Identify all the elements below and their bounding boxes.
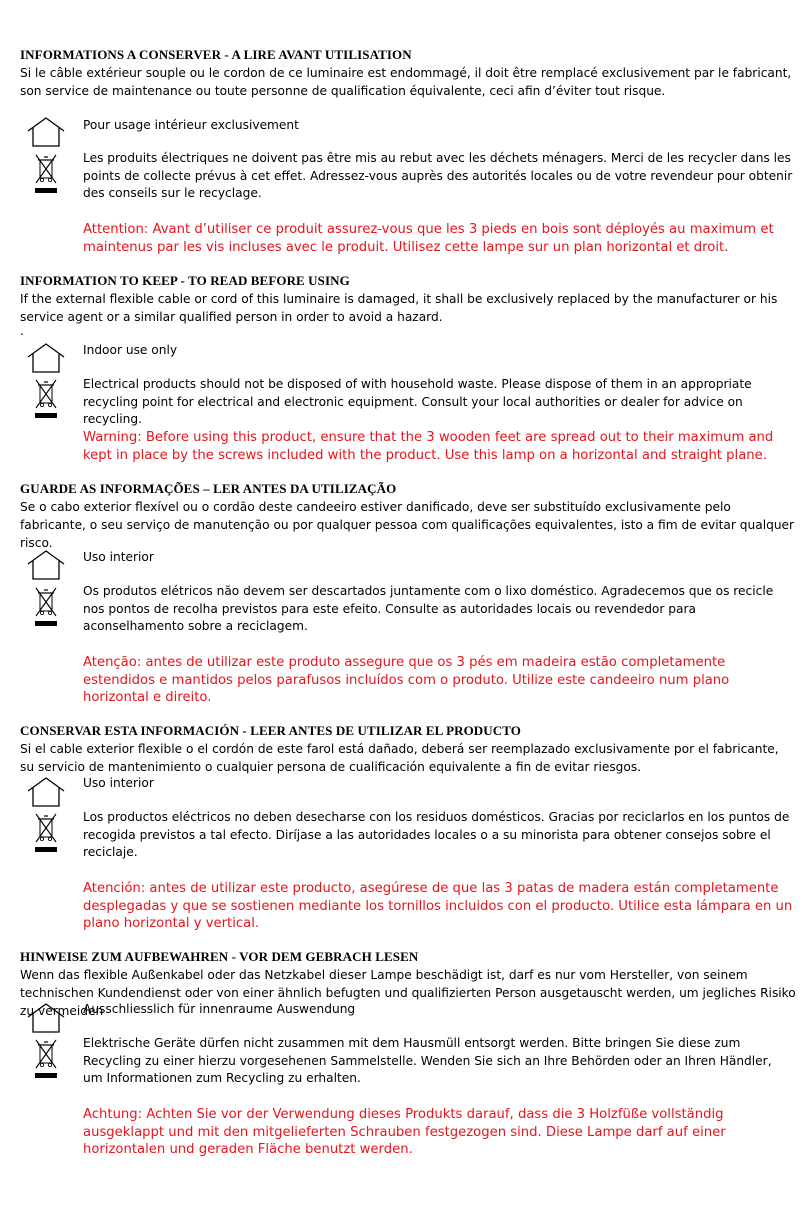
warning-text-fr: Attention: Avant d’utiliser ce produit assurez-vous que les 3 pieds en bois sont déployés au maximum et maintenus par les vis incluses avec le produit. Utilisez cette lampe sur un plan horizontal et droit. — [83, 222, 774, 255]
house-icon — [26, 1002, 66, 1034]
crossed-out-bin-icon — [34, 1037, 58, 1081]
house-icon — [26, 342, 66, 374]
recycling-text-de: Elektrische Geräte dürfen nicht zusammen mit dem Hausmüll entsorgt werden. Bitte bringen Sie diese zum Recycling zu einer hierzu vorgesehenen Sammelstelle. Wenden Sie sich an Ihre Behörden oder an Ihren Händler, um Informationen zum Recycling zu erhalten. — [83, 1036, 772, 1085]
crossed-out-bin-icon — [34, 585, 58, 629]
house-icon — [26, 549, 66, 581]
section-heading-fr: INFORMATIONS A CONSERVER - A LIRE AVANT UTILISATION — [20, 47, 412, 62]
indoor-use-text-es: Uso interior — [83, 776, 154, 790]
warning-text-de: Achtung: Achten Sie vor der Verwendung dieses Produkts darauf, dass die 3 Holzfüße vollständig ausgeklappt und mit den mitgelieferten Schrauben festgezogen sind. Diese Lampe darf auf einer horizontalen und geraden Fläche benutzt werden. — [83, 1107, 726, 1157]
section-intro-en: If the external flexible cable or cord of this luminaire is damaged, it shall be exclusively replaced by the manufacturer or his service agent or a similar qualified person in order to avoid a hazard. — [20, 292, 778, 324]
section-heading-es: CONSERVAR ESTA INFORMACIÓN - LEER ANTES DE UTILIZAR EL PRODUCTO — [20, 723, 522, 738]
warning-text-pt: Atenção: antes de utilizar este produto assegure que os 3 pés em madeira estão completamente estendidos e mantidos pelos parafusos incluídos com o produto. Utilize este candeeiro num plano horizontal e direito. — [83, 655, 730, 705]
section-heading-en: INFORMATION TO KEEP - TO READ BEFORE USING — [20, 273, 350, 288]
section-heading-pt: GUARDE AS INFORMAÇÕES – LER ANTES DA UTILIZAÇÃO — [20, 481, 397, 496]
recycling-text-pt: Os produtos elétricos não devem ser descartados juntamente com o lixo doméstico. Agradecemos que os recicle nos pontos de recolha previstos para este efeito. Consulte as autoridades locais ou revendedor para aconselhamento sobre a reciclagem. — [83, 584, 774, 633]
crossed-out-bin-icon — [34, 377, 58, 421]
indoor-use-text-de: Ausschliesslich für innenraume Auswendung — [83, 1002, 356, 1016]
stray-dot: . — [20, 324, 24, 338]
section-intro-de: Wenn das flexible Außenkabel oder das Netzkabel dieser Lampe beschädigt ist, darf es nur vom Hersteller, von seinem technischen Kundendienst oder von einer ähnlich befugten und qualifizierten Person ausgetauscht werden, um jegliches Risiko zu vermeiden — [20, 968, 796, 1018]
section-heading-de: HINWEISE ZUM AUFBEWAHREN - VOR DEM GEBRACH LESEN — [20, 949, 419, 964]
warning-text-es: Atención: antes de utilizar este producto, asegúrese de que las 3 patas de madera están completamente desplegadas y que se sostienen mediante los tornillos incluidos con el producto. Utilice esta lámpara en un plano horizontal y vertical. — [83, 881, 793, 931]
crossed-out-bin-icon — [34, 152, 58, 196]
house-icon — [26, 776, 66, 808]
section-intro-es: Si el cable exterior flexible o el cordón de este farol está dañado, deberá ser reemplazado exclusivamente por el fabricante, su servicio de mantenimiento o cualquier persona de cualificación equivalente a fin de evitar riesgos. — [20, 742, 779, 774]
house-icon — [26, 116, 66, 148]
recycling-text-fr: Les produits électriques ne doivent pas être mis au rebut avec les déchets ménagers. Merci de les recycler dans les points de collecte prévus à cet effet. Adressez-vous auprès des autorités locales ou de votre revendeur pour obtenir des conseils sur le recyclage. — [83, 151, 793, 200]
indoor-use-text-fr: Pour usage intérieur exclusivement — [83, 118, 299, 132]
section-intro-pt: Se o cabo exterior flexível ou o cordão deste candeeiro estiver danificado, deve ser substituído exclusivamente pelo fabricante, o seu serviço de manutenção ou por qualquer pessoa com qualificações equivalentes, isto a fim de evitar qualquer risco. — [20, 500, 795, 550]
warning-text-en: Warning: Before using this product, ensure that the 3 wooden feet are spread out to their maximum and kept in place by the screws included with the product. Use this lamp on a horizontal and straight plane. — [83, 430, 774, 463]
indoor-use-text-en: Indoor use only — [83, 343, 178, 357]
crossed-out-bin-icon — [34, 811, 58, 855]
recycling-text-es: Los productos eléctricos no deben desecharse con los residuos domésticos. Gracias por reciclarlos en los puntos de recogida previstos a tal efecto. Diríjase a las autoridades locales o a su minorista para obtener consejos sobre el reciclaje. — [83, 810, 790, 859]
recycling-text-en: Electrical products should not be disposed of with household waste. Please dispose of them in an appropriate recycling point for electrical and electronic equipment. Consult your local authorities or dealer for advice on recycling. — [83, 377, 752, 426]
section-intro-fr: Si le câble extérieur souple ou le cordon de ce luminaire est endommagé, il doit être remplacé exclusivement par le fabricant, son service de maintenance ou toute personne de qualification équivalente, ceci afin d’éviter tout risque. — [20, 66, 792, 98]
indoor-use-text-pt: Uso interior — [83, 550, 154, 564]
